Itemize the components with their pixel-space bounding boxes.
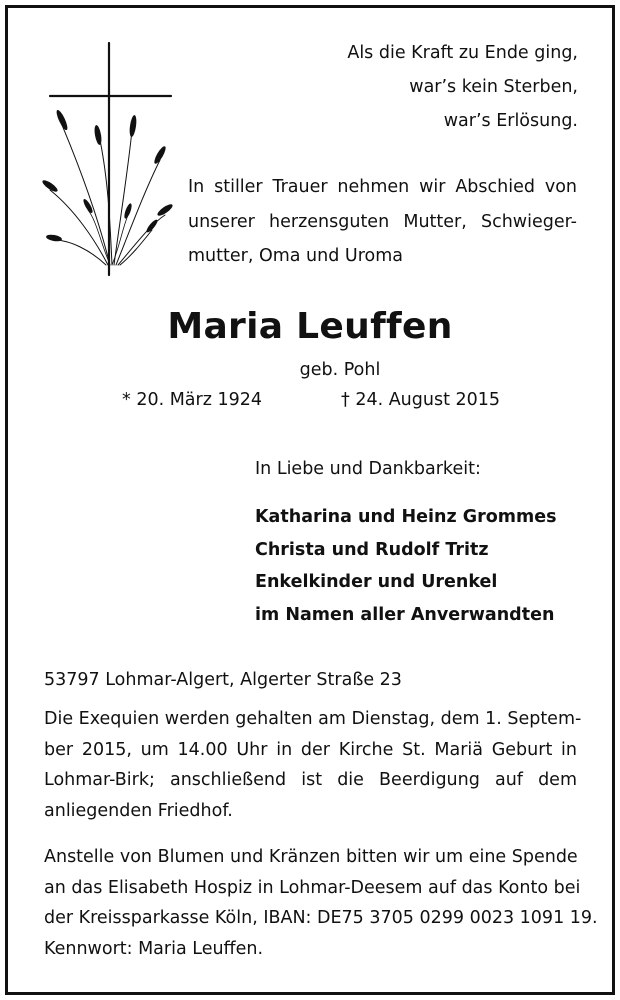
funeral-line: Die Exequien werden gehalten am Dienstag, dem 1. Septem-: [44, 709, 582, 729]
poem-line: war’s Erlösung.: [443, 111, 578, 131]
birth-date: * 20. März 1924: [122, 390, 263, 410]
death-date: † 24. August 2015: [341, 390, 501, 410]
cross-with-wheat-icon: [40, 40, 175, 280]
intro-line: unserer herzensguten Mutter, Schwieger-: [188, 211, 577, 232]
donation-line: an das Elisabeth Hospiz in Lohmar-Deesem auf das Konto bei: [44, 877, 581, 898]
mourner-name: im Namen aller Anverwandten: [255, 604, 555, 625]
mourner-name: Katharina und Heinz Grommes: [255, 507, 557, 527]
poem-line: Als die Kraft zu Ende ging,: [347, 43, 578, 63]
dedication: In Liebe und Dankbarkeit:: [255, 459, 481, 479]
poem-line: war’s kein Sterben,: [409, 77, 578, 97]
funeral-line: ber 2015, um 14.00 Uhr in der Kirche St. Mariä Geburt in: [44, 739, 577, 760]
intro-line: In stiller Trauer nehmen wir Abschied von: [188, 177, 577, 197]
funeral-line: Lohmar-Birk; anschließend ist die Beerdigung auf dem: [44, 770, 577, 790]
birth-name: geb. Pohl: [299, 360, 381, 380]
donation-line: Kennwort: Maria Leuffen.: [44, 938, 264, 959]
poem: [347, 36, 578, 138]
deceased-name: Maria Leuffen: [167, 306, 453, 347]
address: 53797 Lohmar-Algert, Algerter Straße 23: [44, 670, 402, 690]
donation-line: der Kreissparkasse Köln, IBAN: DE75 3705 0299 0023 1091 19.: [44, 908, 598, 928]
intro-text: [188, 170, 577, 274]
mourner-list: [255, 501, 557, 631]
funeral-line: anliegenden Friedhof.: [44, 800, 233, 821]
mourner-name: Enkelkinder und Urenkel: [255, 572, 498, 592]
mourner-name: Christa und Rudolf Tritz: [255, 539, 489, 560]
donation-line: Anstelle von Blumen und Kränzen bitten wir um eine Spende: [44, 847, 578, 867]
intro-line: mutter, Oma und Uroma: [188, 246, 404, 266]
funeral-info: [44, 704, 582, 826]
donation-info: [44, 842, 598, 964]
